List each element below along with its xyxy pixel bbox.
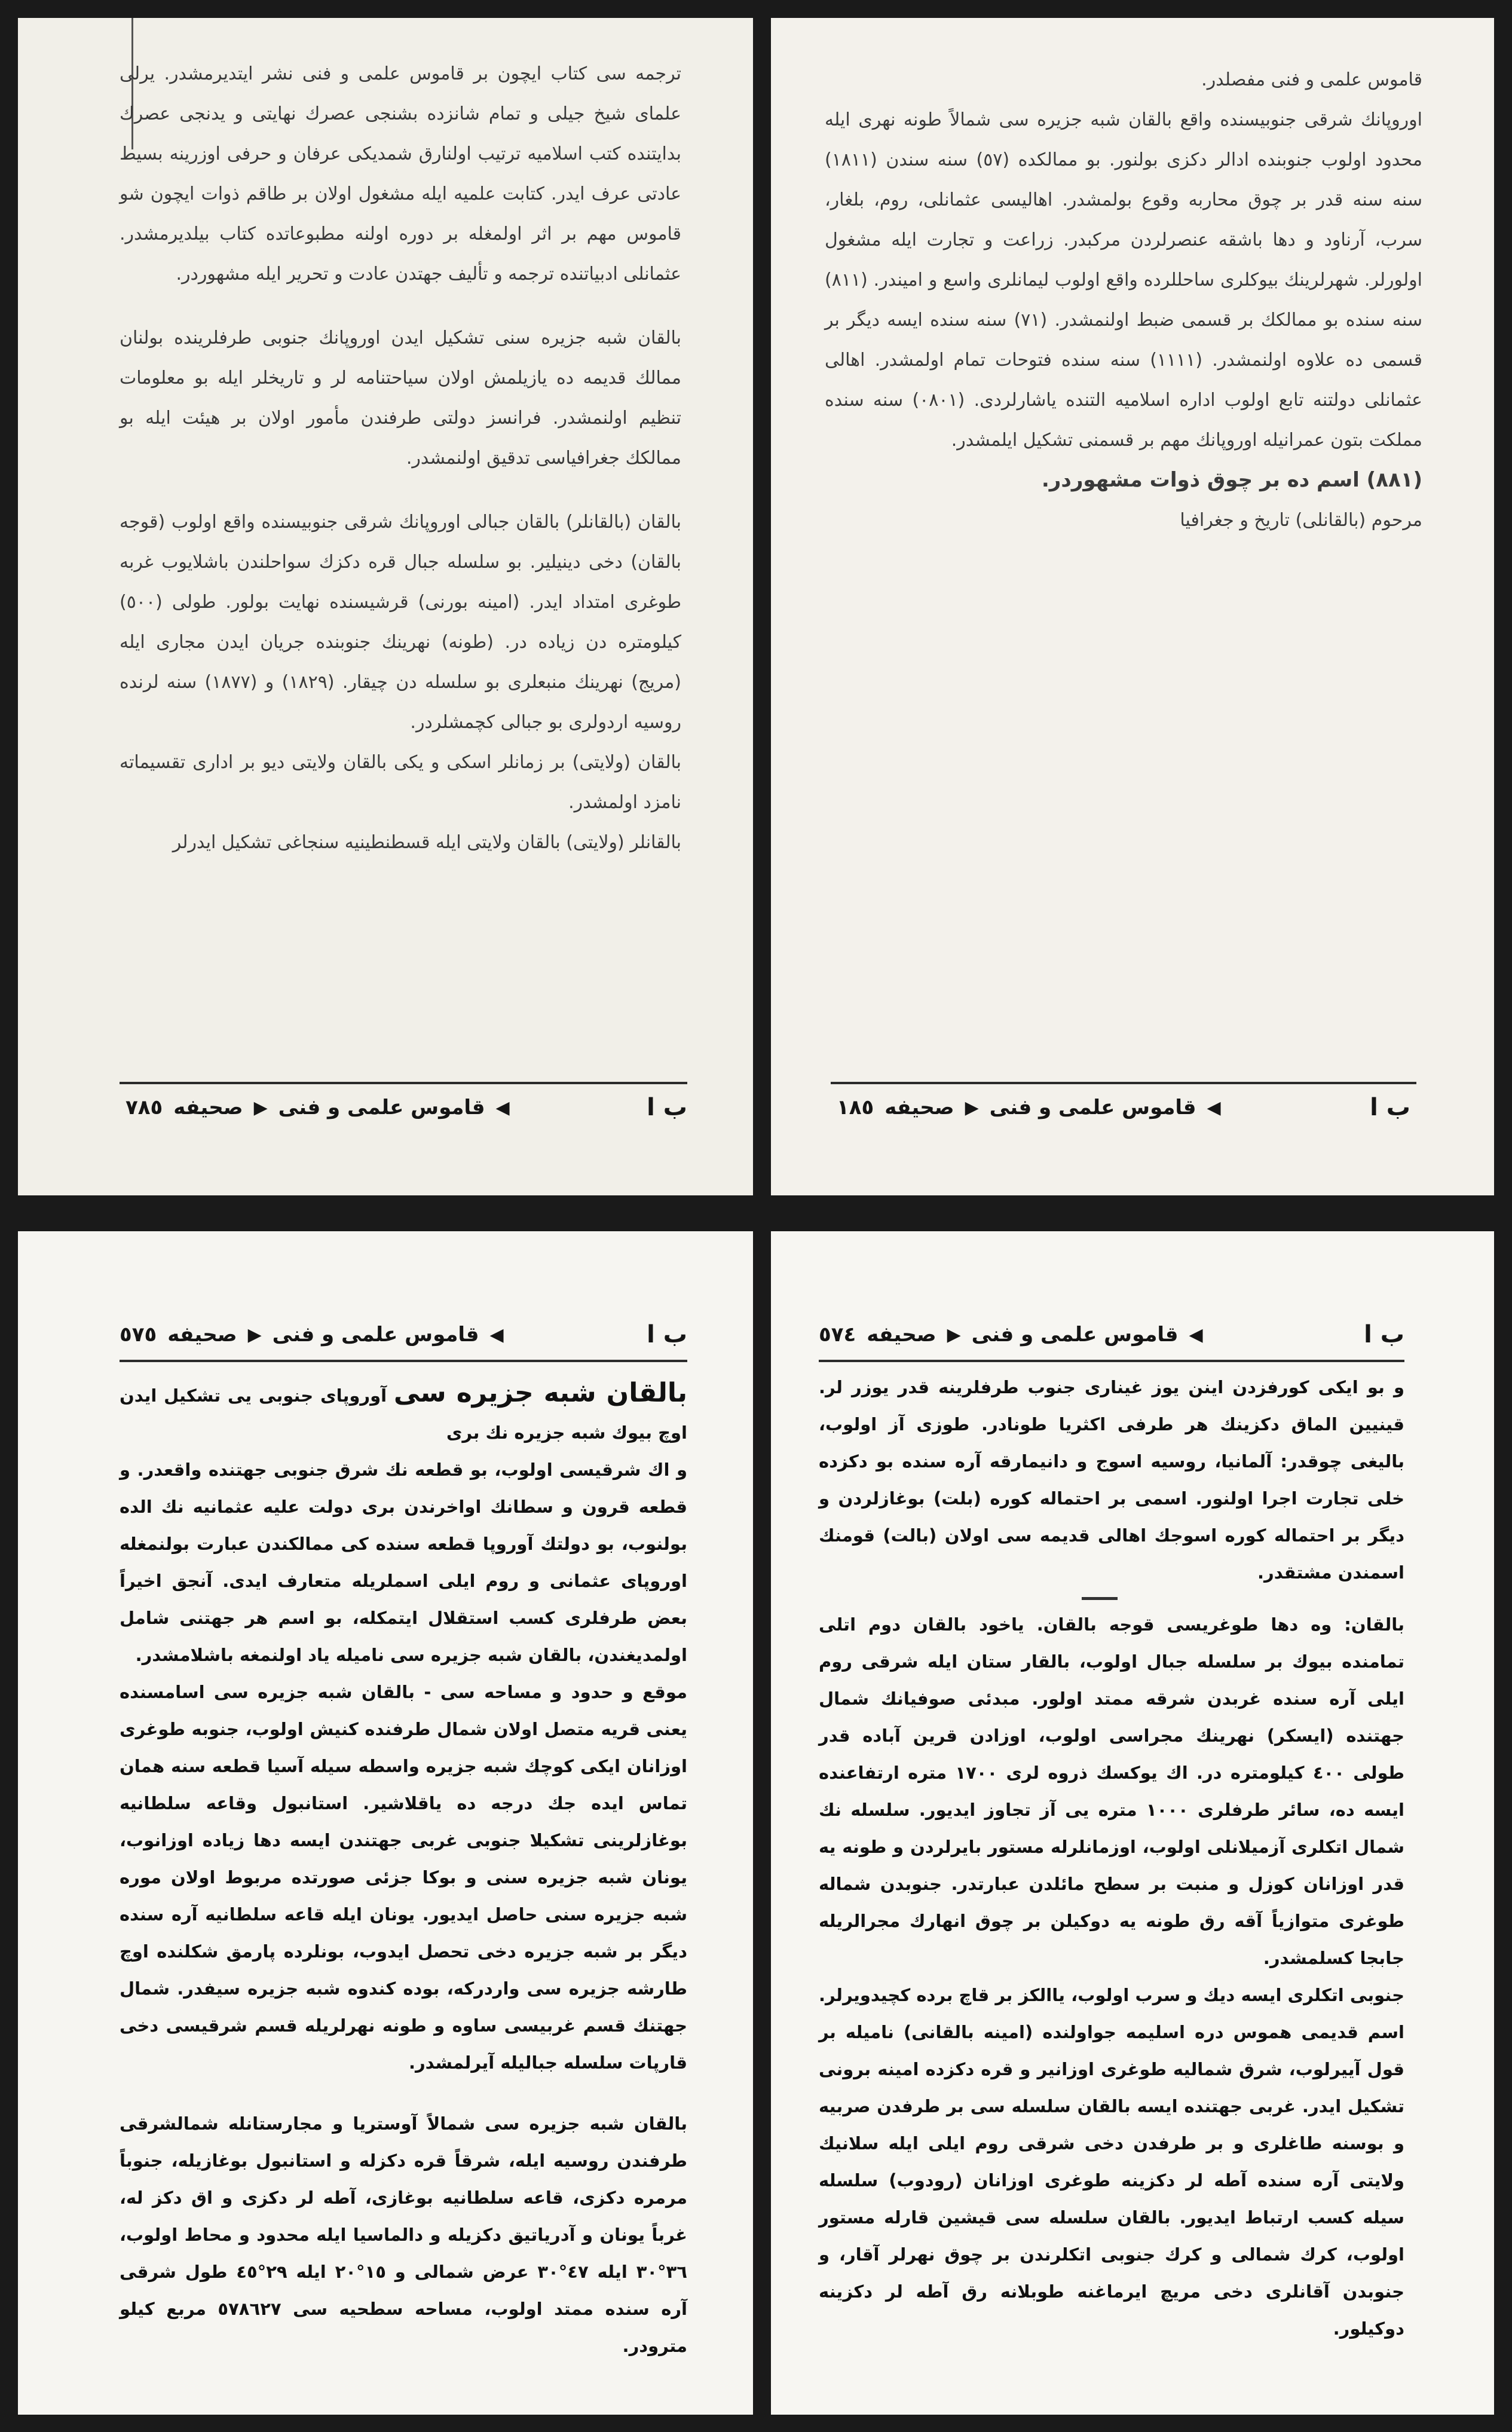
paragraph: بالقان شبه جزیره سی شمالاً آوستریا و مجارستانله شمالشرقی طرفندن روسیه ایله، شرقاً قره دکزله و استانبول بوغازیله، جنوباً مرمره دکزی، قاعه سلطانیه بوغازی، آطه لر دکزی و اق دکز له، غرباً یونان و آدریاتیق دکزیله و دالماسیا ایله محدود و محاط اولوب، ٣٦°٣٠ ایله ٤٧°٣٠ عرض شمالی و ١٥°٢٠ ایله ٢٩°٤٥ طول شرقی آره سنده ممتد اولوب، مساحه سطحیه سی ٥٧٨٦٢٧ مربع کیلو مترودر. xyxy=(120,2113,687,2356)
header-page-label: صحيفه xyxy=(167,1323,237,1347)
header-rule xyxy=(120,1360,687,1362)
header-rule xyxy=(819,1360,1404,1362)
paragraph: بالقان شبه جزیره سنی تشکیل ایدن اوروپانك جنوبی طرفلرینده بولنان ممالك قدیمه ده یازیلمش اولان سیاحتنامه لر و تاریخلر ایله بو معلومات تنظیم اولنمشدر. فرانسز دولتی طرفندن مأمور اولان بر هیئت ایله بو ممالکك جغرافیاسی تدقیق اولنمشدر. xyxy=(120,328,681,469)
footer-page-label: صحيفه xyxy=(884,1096,954,1119)
paragraph: بالقان (بالقانلر) بالقان جبالی اوروپانك شرقی جنوبیسنده واقع اولوب (قوجه بالقان) دخی دینیلیر. بو سلسله جبال قره دکزك سواحلندن باشلایوب غربه طوغری امتداد ایدر. (امینه بورنی) قرشیسنده نهایت بولور. طولی (٥٠٠) کیلومتره دن زیاده در. (طونه) نهرینك جنوبنده جریان ایدن مجاری ایله (مریج) نهرینك منبعلری بو سلسله دن چیقار. (١٨٢٩) و (١٨٧٧) سنه لرنده روسیه اردولری بو جبالی کچمشلردر. xyxy=(120,512,681,733)
page-bottom-right xyxy=(771,1231,1494,2415)
arrow-icon: ◀ xyxy=(1189,1324,1203,1345)
paragraph: ترجمه سی کتاب ایچون بر قاموس علمی و فنی نشر ایتدیرمشدر. یرلی علمای شیخ جیلی و تمام شانزده بشنجی عصرك نهایتی و یدنجی عصرك بدایتنده کتب اسلامیه ترتیب اولنارق شمدیکی عرفان و حرفی اوزرینه بسیط عادتی عرف ایدر. کتابت علمیه ایله مشغول اولان بر طاقم ذوات ایچون شو قاموس مهم بر اثر اولمغله بر دوره اولنه مطبوعاتده کتاب بیلدیرمشدر. عثمانلی ادبیاتنده ترجمه و تألیف جهتدن عادت و تحریر ایله مشهوردر. xyxy=(120,63,681,285)
entry-heading: بالقان شبه جزیره سی xyxy=(393,1378,687,1408)
column-letter: ب ا xyxy=(1370,1094,1410,1121)
paragraph: و بو ایکی کورفزدن اینن یوز غیناری جنوب طرفلرینه قدر یوزر لر. قینیین الماق دکزینك هر طرفی اکثریا طونادر. طوزی آز اولوب، بالیغی چوقدر: آلمانیا، روسیه اسوج و دانیمارقه آره سنده بو دکزده خلی تجارت اجرا اولنور. اسمی بر احتماله کوره (بلت) بوغازلردن و دیگر بر احتماله کوره اسوجك اهالی قدیمه سی اولان (بالت) قومنك اسمندن مشتقدر. xyxy=(819,1377,1404,1583)
running-header xyxy=(819,1321,1404,1348)
entry-heading-line xyxy=(120,1375,687,1451)
header-title-group xyxy=(120,1323,504,1347)
page-body xyxy=(819,1369,1404,2347)
page-body xyxy=(825,60,1422,540)
page-body xyxy=(120,54,681,862)
arrow-icon: ◀ xyxy=(1207,1097,1221,1118)
footer-rule xyxy=(831,1082,1416,1084)
paragraph: اوروپانك شرقی جنوبیسنده واقع بالقان شبه جزیره سی شمالاً طونه نهری ایله محدود اولوب جنوبنده ادالر دکزی بولنور. بو ممالکده (٥٧) سنه سندن (١٨١١) سنه سنه قدر بر چوق محاربه وقوع بولمشدر. اهالیسی عثمانلی، روم، بلغار، سرب، آرناود و دها باشقه عنصرلردن مرکبدر. زراعت و تجارت ایله مشغول اولورلر. شهرلرینك بیوکلری ساحللرده واقع اولوب لیمانلری واسع و امیندر. (٨١١) سنه سنده بو ممالکك بر قسمی ضبط اولنمشدر. (٧١) سنه سنده ایسه دیگر بر قسمی ده علاوه اولنمشدر. (١١١١) سنه سنده فتوحات تمام اولمشدر. اهالی عثمانلی دولتنه تابع اولوب اداره اسلامیه التنده یاشارلردی. (٠٨٠١) سنه سنده مملکت بتون عمرانیله اوروپانك مهم بر قسمنی تشکیل ایلمشدر. xyxy=(825,109,1422,451)
footer-title: قاموس علمی و فنی xyxy=(989,1096,1196,1119)
footer-title-group xyxy=(126,1096,510,1119)
page-top-right xyxy=(771,18,1494,1195)
arrow-icon: ▶ xyxy=(965,1097,979,1118)
paragraph: جنوبی اتکلری ایسه دیك و سرب اولوب، یاالکز بر قاچ برده کچیدویرلر. اسم قدیمی هموس دره اسلیمه جواولنده (امینه بالقانی) نامیله بر قول آییرلوب، شرق شمالیه طوغری اوزانیر و قره دکزده امینه برونی تشکیل ایدر. غربی جهتنده ایسه بالقان سلسله سی بر طرفدن صربیه و بوسنه طاغلری و بر طرفدن دخی شرقی روم ایلی ایله سلانیك ولایتی آره سنده آطه لر دکزینه طوغری اوزانان (رودوب) سلسله سیله کسب ارتباط ایدیور. بالقان سلسله سی قیشین قارله مستور اولوب، کرك شمالی و کرك جنوبی اتکلرندن بر چوق نهرلر آقار، و جنوبدن آقانلری دخی مریچ ایرماغنه طوبلانه رق آطه لر دکزینه دوکیلور. xyxy=(819,1985,1404,2339)
entry-heading-tail: آوروپای جنوبی یی تشکیل ایدن اوچ بیوك شبه جزیره نك بری xyxy=(120,1385,687,1443)
running-footer xyxy=(837,1094,1410,1121)
paragraph: موقع و حدود و مساحه سی - بالقان شبه جزیره سی اسامسنده یعنی قریه متصل اولان شمال طرفنده کنیش اولوب، جنوبه طوغری اوزانان ایکی کوچك شبه جزیره واسطه سیله آسیا قطعه سنه همان تماس ایده جك درجه ده یاقلاشیر. استانبول وقاعه سلطانیه بوغازلرینی تشکیلا جنوبی غربی جهتندن ایسه دها زیاده اوزانوب، یونان شبه جزیره سنی و بوکا جزئی صورتده مربوط اولان موره شبه جزیره سنی حاصل ایدیور. یونان ایله قاعه سلطانیه آره سنده دیگر بر شبه جزیره دخی تحصل ایدوب، بونلرده پارمق شکلنده اوچ طارشه جزیره سی واردرکه، بوده کندوه شبه جزیره سیفدر. شمال جهتنك قسم غربیسی ساوه و طونه نهرلریله قسم شرقیسی دخی قارپات سلسله جبالیله آیرلمشدر. xyxy=(120,1682,687,2073)
page-bottom-left xyxy=(18,1231,753,2415)
running-header xyxy=(120,1321,687,1348)
footer-title: قاموس علمی و فنی xyxy=(278,1096,485,1119)
paragraph: مرحوم (بالقانلی) تاریخ و جغرافیا xyxy=(1180,510,1422,531)
running-footer xyxy=(126,1094,687,1121)
arrow-icon: ▶ xyxy=(947,1324,961,1345)
column-letter: ب ا xyxy=(647,1094,687,1121)
arrow-icon: ◀ xyxy=(495,1097,510,1118)
header-page-label: صحيفه xyxy=(867,1323,936,1347)
footer-title-group xyxy=(837,1096,1221,1119)
footer-page-number: ٧٨٥ xyxy=(126,1096,163,1119)
footer-page-number: ١٨٥ xyxy=(837,1096,874,1119)
footer-rule xyxy=(120,1082,687,1084)
page-body xyxy=(120,1375,687,2364)
paragraph: و اك شرقیسی اولوب، بو قطعه نك شرق جنوبی جهتنده واقعدر. و قطعه قرون و سطانك اواخرندن بری دولت علیه عثمانیه نك الده بولنوب، بو دولتك آوروپا قطعه سنده کی ممالکندن عبارت بولنمغله اوروپای عثمانی و روم ایلی اسملریله متعارف ایدی. آنجق اخیراً بعض طرفلری کسب استقلال ایتمکله، بو اسم هر جهتنی شامل اولمدیغندن، بالقان شبه جزیره سی نامیله یاد اولنمغه باشلامشدر. xyxy=(120,1460,687,1665)
column-letter: ب ا xyxy=(1364,1321,1404,1348)
header-title-group xyxy=(819,1323,1203,1347)
arrow-icon: ▶ xyxy=(253,1097,268,1118)
paragraph: قاموس علمی و فنی مفصلدر. xyxy=(1201,69,1422,90)
page-top-left xyxy=(18,18,753,1195)
arrow-icon: ▶ xyxy=(247,1324,262,1345)
column-letter: ب ا xyxy=(647,1321,687,1348)
section-divider xyxy=(1082,1597,1118,1600)
header-title: قاموس علمی و فنی xyxy=(971,1323,1179,1347)
arrow-icon: ◀ xyxy=(489,1324,504,1345)
paragraph: بالقان (ولایتی) بر زمانلر اسکی و یکی بالقان ولایتی دیو بر اداری تقسیماته نامزد اولمشدر. xyxy=(120,752,681,813)
footer-page-label: صحيفه xyxy=(173,1096,243,1119)
paragraph: بالقانلر (ولایتی) بالقان ولایتی ایله قسطنطینیه سنجاغی تشکیل ایدرلر xyxy=(172,832,681,853)
paragraph: (٨٨١) اسم ده بر چوق ذوات مشهوردر. xyxy=(1041,468,1422,492)
header-page-number: ٥٧٤ xyxy=(819,1323,856,1347)
header-page-number: ٥٧٥ xyxy=(120,1323,157,1347)
paragraph: بالقان: وه دها طوغریسی قوجه بالقان. یاخود بالقان دوم اتلی تمامنده بیوك بر سلسله جبال اولوب، بالقار ستان ایله شرقی روم ایلی آره سنده غربدن شرقه ممتد اولور. مبدئی صوفیانك شمال جهتنده (ایسکر) نهرینك مجراسی اولوب، اوزادن قرین آباده قدر طولی ٤٠٠ کیلومتره در. اك یوکسك ذروه لری ١٧٠٠ متره ارتفاعنده ایسه ده، سائر طرفلری ١٠٠٠ متره یی آز تجاوز ایدیور. سلسله نك شمال اتکلری آزمیلانلی اولوب، اوزمانلرله مستور بایرلردن و طونه یه قدر اوزانان کوزل و منبت بر سطح مائلدن عبارتدر. جنوبدن شماله طوغری متوازیاً آقه رق طونه یه دوکیلن بر چوق انهارك مجرالریله جابجا کسلمشدر. xyxy=(819,1614,1405,1968)
header-title: قاموس علمی و فنی xyxy=(272,1323,479,1347)
